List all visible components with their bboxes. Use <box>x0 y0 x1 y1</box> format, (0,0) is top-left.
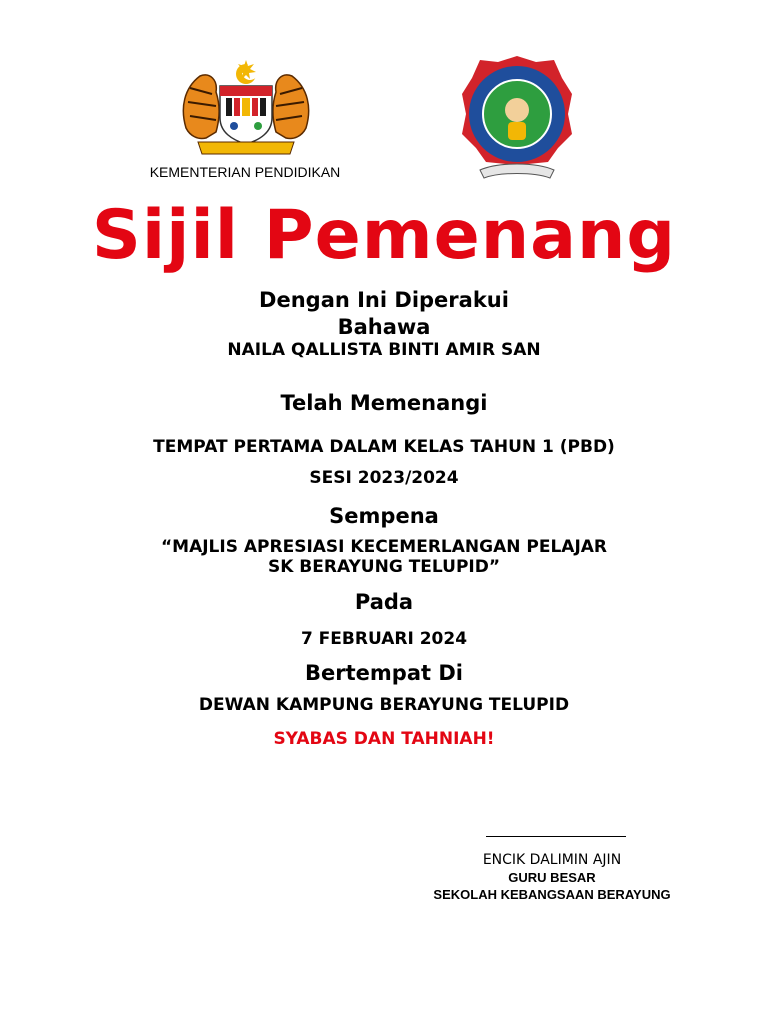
session-text: SESI 2023/2024 <box>309 468 459 488</box>
date-label: Pada <box>354 590 414 614</box>
coat-of-arms-logo <box>176 58 316 158</box>
congratulations-text: SYABAS DAN TAHNIAH! <box>273 729 495 749</box>
certificate-title: Sijil Pemenang <box>91 196 677 275</box>
signatory-position: GURU BESAR <box>508 870 596 885</box>
signatory-name: ENCIK DALIMIN AJIN <box>482 852 622 868</box>
occasion-label: Sempena <box>329 504 439 528</box>
intro-line-2: Bahawa <box>337 315 431 339</box>
ministry-label: KEMENTERIAN PENDIDIKAN <box>149 164 341 180</box>
achievement-text: TEMPAT PERTAMA DALAM KELAS TAHUN 1 (PBD) <box>153 437 615 457</box>
occasion-line-1: “MAJLIS APRESIASI KECEMERLANGAN PELAJAR <box>160 537 608 557</box>
occasion-line-2: SK BERAYUNG TELUPID” <box>267 557 501 577</box>
venue-label: Bertempat Di <box>305 661 463 685</box>
signatory-school: SEKOLAH KEBANGSAAN BERAYUNG <box>433 887 671 902</box>
school-logo <box>458 52 576 180</box>
won-label: Telah Memenangi <box>280 391 488 415</box>
date-text: 7 FEBRUARI 2024 <box>300 629 468 649</box>
signature-line <box>486 836 626 837</box>
venue-text: DEWAN KAMPUNG BERAYUNG TELUPID <box>198 695 570 715</box>
recipient-name: NAILA QALLISTA BINTI AMIR SAN <box>227 340 541 360</box>
intro-line-1: Dengan Ini Diperakui <box>259 288 509 312</box>
